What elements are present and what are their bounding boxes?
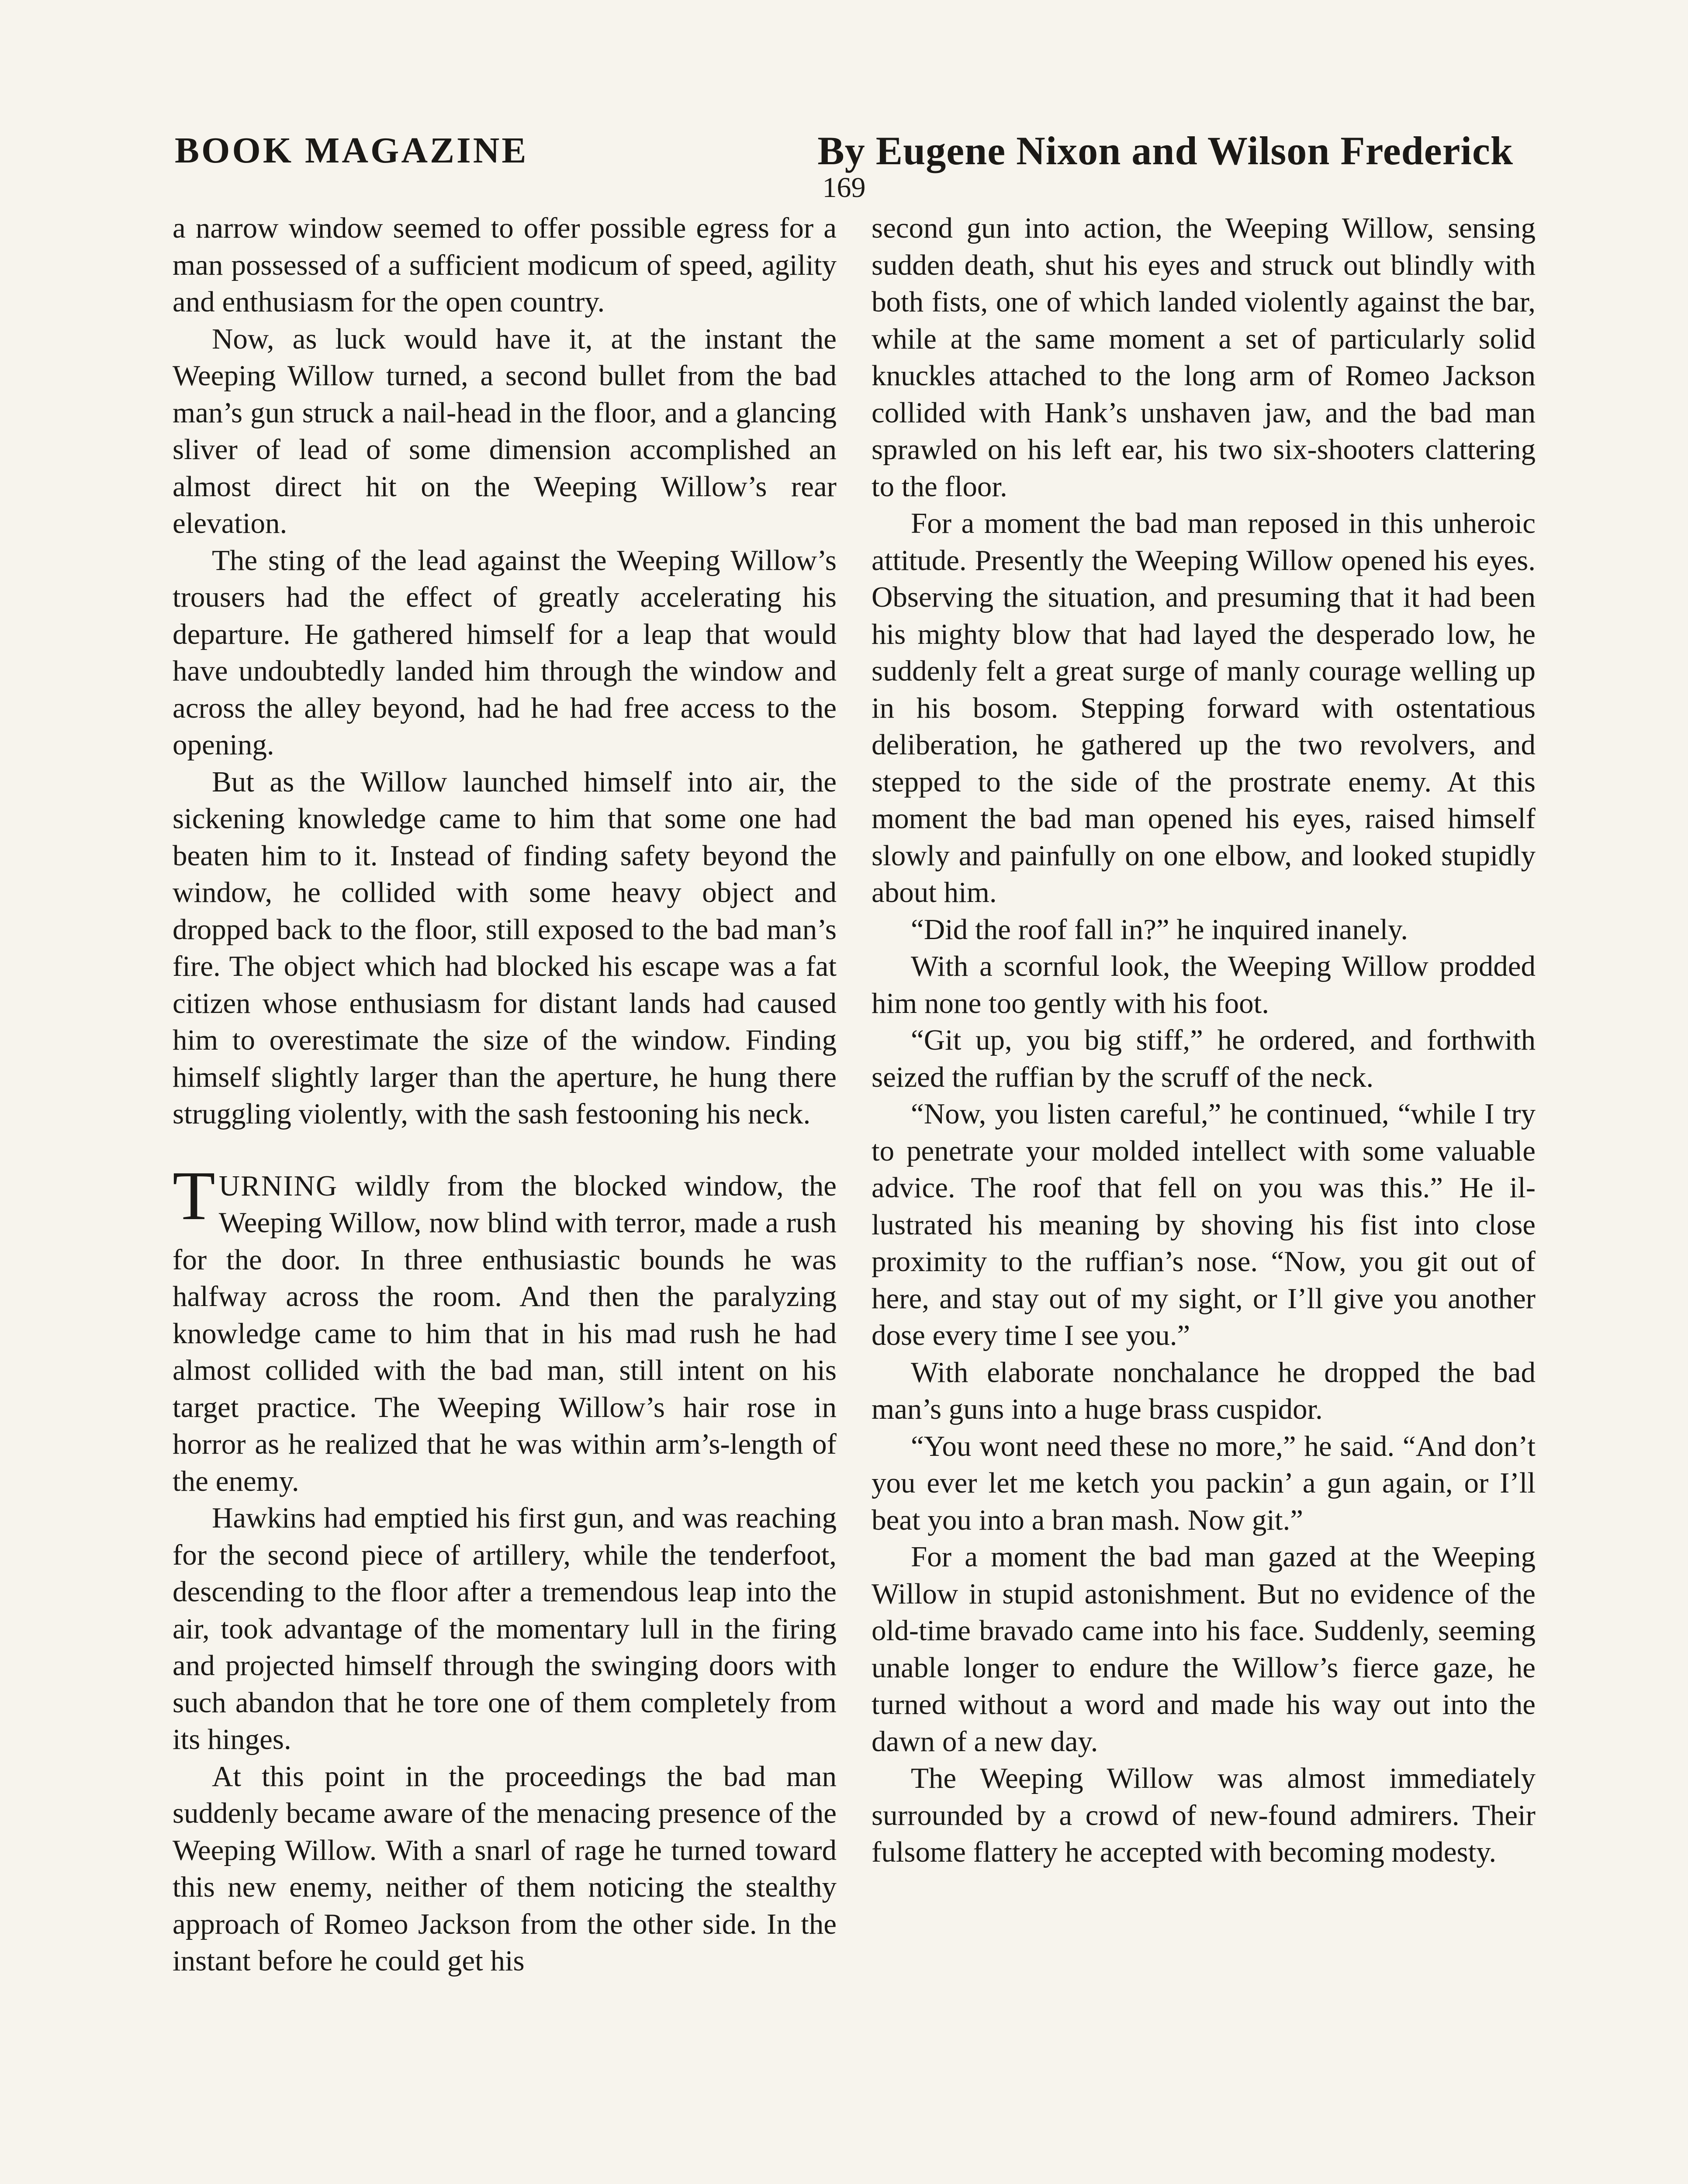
paragraph: With elaborate nonchalance he dropped the bad man’s guns into a huge brass cuspidor. [872, 1356, 1536, 1425]
paragraph: With a scornful look, the Weeping Willow prodded him none too gently with his foot. [872, 950, 1536, 1019]
paragraph: The Weeping Willow was almost immediately surrounded by a crowd of new-found admirers. Their fulsome flattery he accepted with becoming modesty. [872, 1762, 1536, 1868]
paragraph: second gun into action, the Weeping Willow, sensing sudden death, shut his eyes and struck out blindly with both fists, one of which landed violently against the bar, while at the same moment a set of particularly solid knuckles attached to the long arm of Romeo Jackson collided with Hank’s unshaven jaw, and the bad man sprawled on his left ear, his two six-shooters clattering to the floor. [872, 212, 1536, 503]
paragraph: Now, as luck would have it, at the instant the Weeping Willow turned, a second bullet from the bad man’s gun struck a nail-head in the floor, and a glancing sliver of lead of some dimension accomplished an almost direct hit on the Weeping Willow’s rear elevation. [173, 322, 837, 539]
paragraph: “Git up, you big stiff,” he ordered, and forthwith seized the ruffian by the scruff of the neck. [872, 1024, 1536, 1093]
small-caps-lead: URNING [218, 1169, 338, 1202]
paragraph: For a moment the bad man reposed in this unheroic attitude. Presently the Weeping Willow opened his eyes. Observing the situation, and presuming that it had been his mighty blow that had layed the desperado low, he suddenly felt a great surge of manly courage welling up in his bosom. Stepping forward with ostentatious deliberation, he gathered up the two revolvers, and stepped to the side of the prostrate enemy. At this moment the bad man opened his eyes, raised himself slowly and painfully on one elbow, and looked stupidly about him. [872, 507, 1536, 909]
page-number: 169 [822, 172, 866, 204]
text-column-right [872, 210, 1536, 1871]
paragraph-text: wildly from the blocked window, the Weeping Willow, now blind with terror, made a rush for the door. In three enthusiastic bounds he was halfway across the room. And then the paralyzing knowledge came to him that in his mad rush he had almost collided with the bad man, still intent on his target practice. The Weeping Willow’s hair rose in horror as he realized that he was within arm’s-length of the enemy. [173, 1169, 837, 1497]
section-opening-paragraph [173, 1156, 837, 1500]
paragraph: Hawkins had emptied his first gun, and was reaching for the second piece of artillery, while the tenderfoot, descending to the floor after a tremendous leap into the air, took advantage of the momentary lull in the firing and projected himself through the swinging doors with such abandon that he tore one of them completely from its hinges. [173, 1502, 837, 1755]
magazine-title: BOOK MAGAZINE [175, 130, 529, 171]
author-byline: By Eugene Nixon and Wilson Frederick [817, 128, 1513, 173]
paragraph: But as the Willow launched himself into air, the sickening knowledge came to him that some one had beaten him to it. Instead of finding safety beyond the window, he collided with some heavy object and dropped back to the floor, still exposed to the bad man’s fire. The object which had blocked his escape was a fat citizen whose enthusiasm for distant lands had caused him to overestimate the size of the window. Finding himself slightly larger than the aperture, he hung there struggling violently, with the sash festooning his neck. [173, 765, 837, 1130]
paragraph: “Did the roof fall in?” he inquired inanely. [911, 913, 1408, 946]
text-column-left [173, 210, 837, 1980]
paragraph: The sting of the lead against the Weeping Willow’s trousers had the effect of greatly accelerating his departure. He gathered himself for a leap that would have undoubtedly landed him through the window and across the alley beyond, had he had free access to the opening. [173, 544, 837, 761]
paragraph: For a moment the bad man gazed at the Weeping Willow in stupid astonishment. But no evidence of the old-time bravado came into his face. Suddenly, seeming unable longer to endure the Willow’s fierce gaze, he turned without a word and made his way out into the dawn of a new day. [872, 1541, 1536, 1758]
drop-cap: T [173, 1156, 215, 1234]
paragraph: At this point in the proceedings the bad man suddenly became aware of the menacing presence of the Weeping Willow. With a snarl of rage he turned toward this new enemy, neither of them noticing the stealthy approach of Romeo Jackson from the other side. In the instant before he could get his [173, 1760, 837, 1977]
paragraph: “Now, you listen careful,” he continued, “while I try to penetrate your molded intellect with some valuable advice. The roof that fell on you was this.” He illustrated his meaning by shoving his fist into close proximity to the ruffian’s nose. “Now, you git out of here, and stay out of my sight, or I’ll give you another dose every time I see you.” [872, 1098, 1536, 1351]
paragraph: a narrow window seemed to offer possible egress for a man possessed of a sufficient modicum of speed, agility and enthusiasm for the open country. [173, 212, 837, 318]
paragraph: “You wont need these no more,” he said. “And don’t you ever let me ketch you packin’ a gun again, or I’ll beat you into a bran mash. Now git.” [872, 1430, 1536, 1536]
